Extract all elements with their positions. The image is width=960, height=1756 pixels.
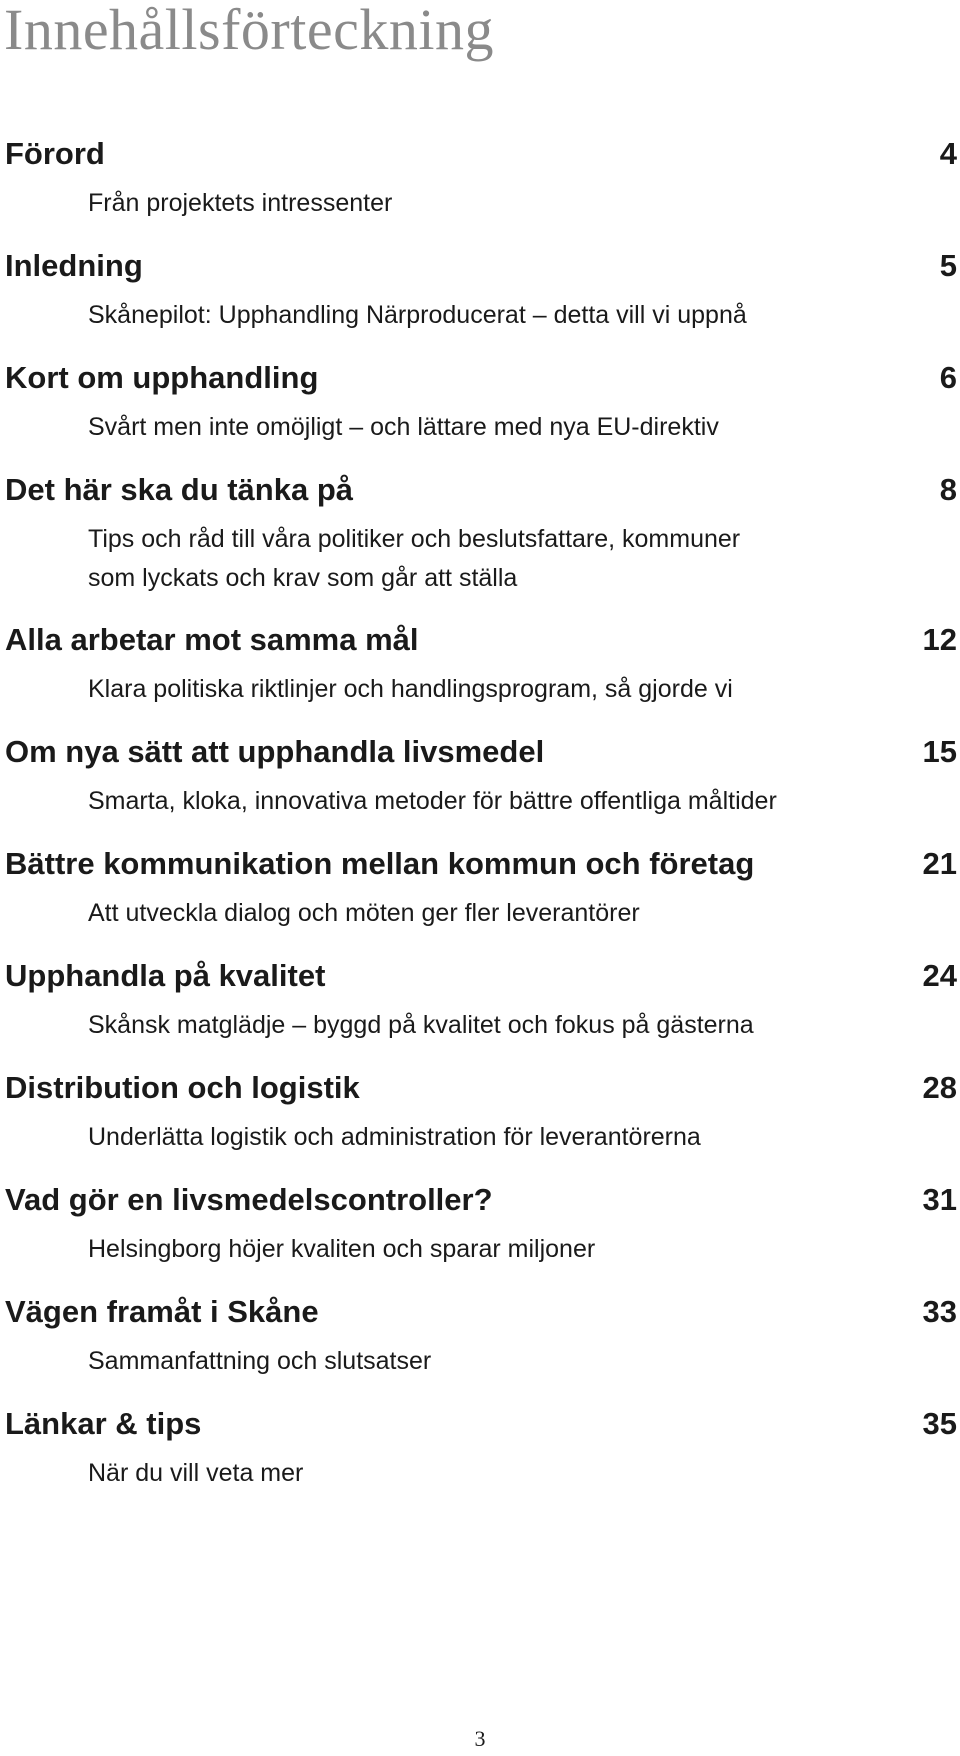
toc-entry-subtitle: Skånepilot: Upphandling Närproducerat – detta vill vi uppnå bbox=[88, 301, 747, 329]
toc-entry-page-number: 12 bbox=[922, 622, 957, 657]
toc-entry-page-number: 35 bbox=[922, 1406, 957, 1441]
toc-entry-page-number: 8 bbox=[939, 472, 957, 507]
toc-entry-page-number: 6 bbox=[939, 360, 957, 395]
toc-entry-page-number: 21 bbox=[922, 846, 957, 881]
toc-entry-page-number: 24 bbox=[922, 958, 957, 993]
toc-entry-title[interactable]: Om nya sätt att upphandla livsmedel bbox=[5, 734, 545, 769]
toc-entry-subtitle: Underlätta logistik och administration för leverantörerna bbox=[88, 1123, 701, 1151]
toc-entry-title[interactable]: Förord bbox=[5, 136, 105, 171]
toc-entry-page-number: 28 bbox=[922, 1070, 957, 1105]
toc-entry-title[interactable]: Det här ska du tänka på bbox=[5, 472, 354, 507]
toc-entry-page-number: 33 bbox=[922, 1294, 957, 1329]
toc-entry-title[interactable]: Länkar & tips bbox=[5, 1406, 202, 1441]
toc-entry-subtitle: När du vill veta mer bbox=[88, 1459, 304, 1487]
toc-entry-title[interactable]: Bättre kommunikation mellan kommun och företag bbox=[5, 846, 755, 881]
toc-entry-title[interactable]: Kort om upphandling bbox=[5, 360, 319, 395]
toc-entry-title[interactable]: Vägen framåt i Skåne bbox=[5, 1294, 319, 1329]
toc-entry-subtitle: Svårt men inte omöjligt – och lättare med nya EU-direktiv bbox=[88, 413, 719, 441]
toc-entry-page-number: 5 bbox=[939, 248, 957, 283]
toc-entry-title[interactable]: Distribution och logistik bbox=[5, 1070, 360, 1105]
toc-entry-subtitle: Sammanfattning och slutsatser bbox=[88, 1347, 432, 1375]
toc-entry-subtitle: Från projektets intressenter bbox=[88, 189, 393, 217]
toc-entry-page-number: 15 bbox=[922, 734, 957, 769]
toc-entry-title[interactable]: Upphandla på kvalitet bbox=[5, 958, 326, 993]
toc-entry-subtitle: Helsingborg höjer kvaliten och sparar miljoner bbox=[88, 1235, 596, 1263]
toc-entry-subtitle: Tips och råd till våra politiker och beslutsfattare, kommuner som lyckats och krav som går att ställa bbox=[88, 525, 741, 592]
toc-entry-subtitle: Smarta, kloka, innovativa metoder för bättre offentliga måltider bbox=[88, 787, 777, 815]
toc-entry-page-number: 31 bbox=[922, 1182, 957, 1217]
page-number: 3 bbox=[474, 1726, 486, 1751]
toc-entry-subtitle: Klara politiska riktlinjer och handlingsprogram, så gjorde vi bbox=[88, 675, 733, 703]
page-title: Innehållsförteckning bbox=[4, 0, 494, 62]
toc-entry-subtitle: Att utveckla dialog och möten ger fler leverantörer bbox=[88, 899, 640, 927]
toc-entry-page-number: 4 bbox=[939, 136, 957, 171]
toc-entry-subtitle: Skånsk matglädje – byggd på kvalitet och fokus på gästerna bbox=[88, 1011, 754, 1039]
toc-entry-title[interactable]: Inledning bbox=[5, 248, 143, 283]
toc-entry-title[interactable]: Vad gör en livsmedelscontroller? bbox=[5, 1182, 493, 1217]
toc-entry-title[interactable]: Alla arbetar mot samma mål bbox=[5, 622, 419, 657]
